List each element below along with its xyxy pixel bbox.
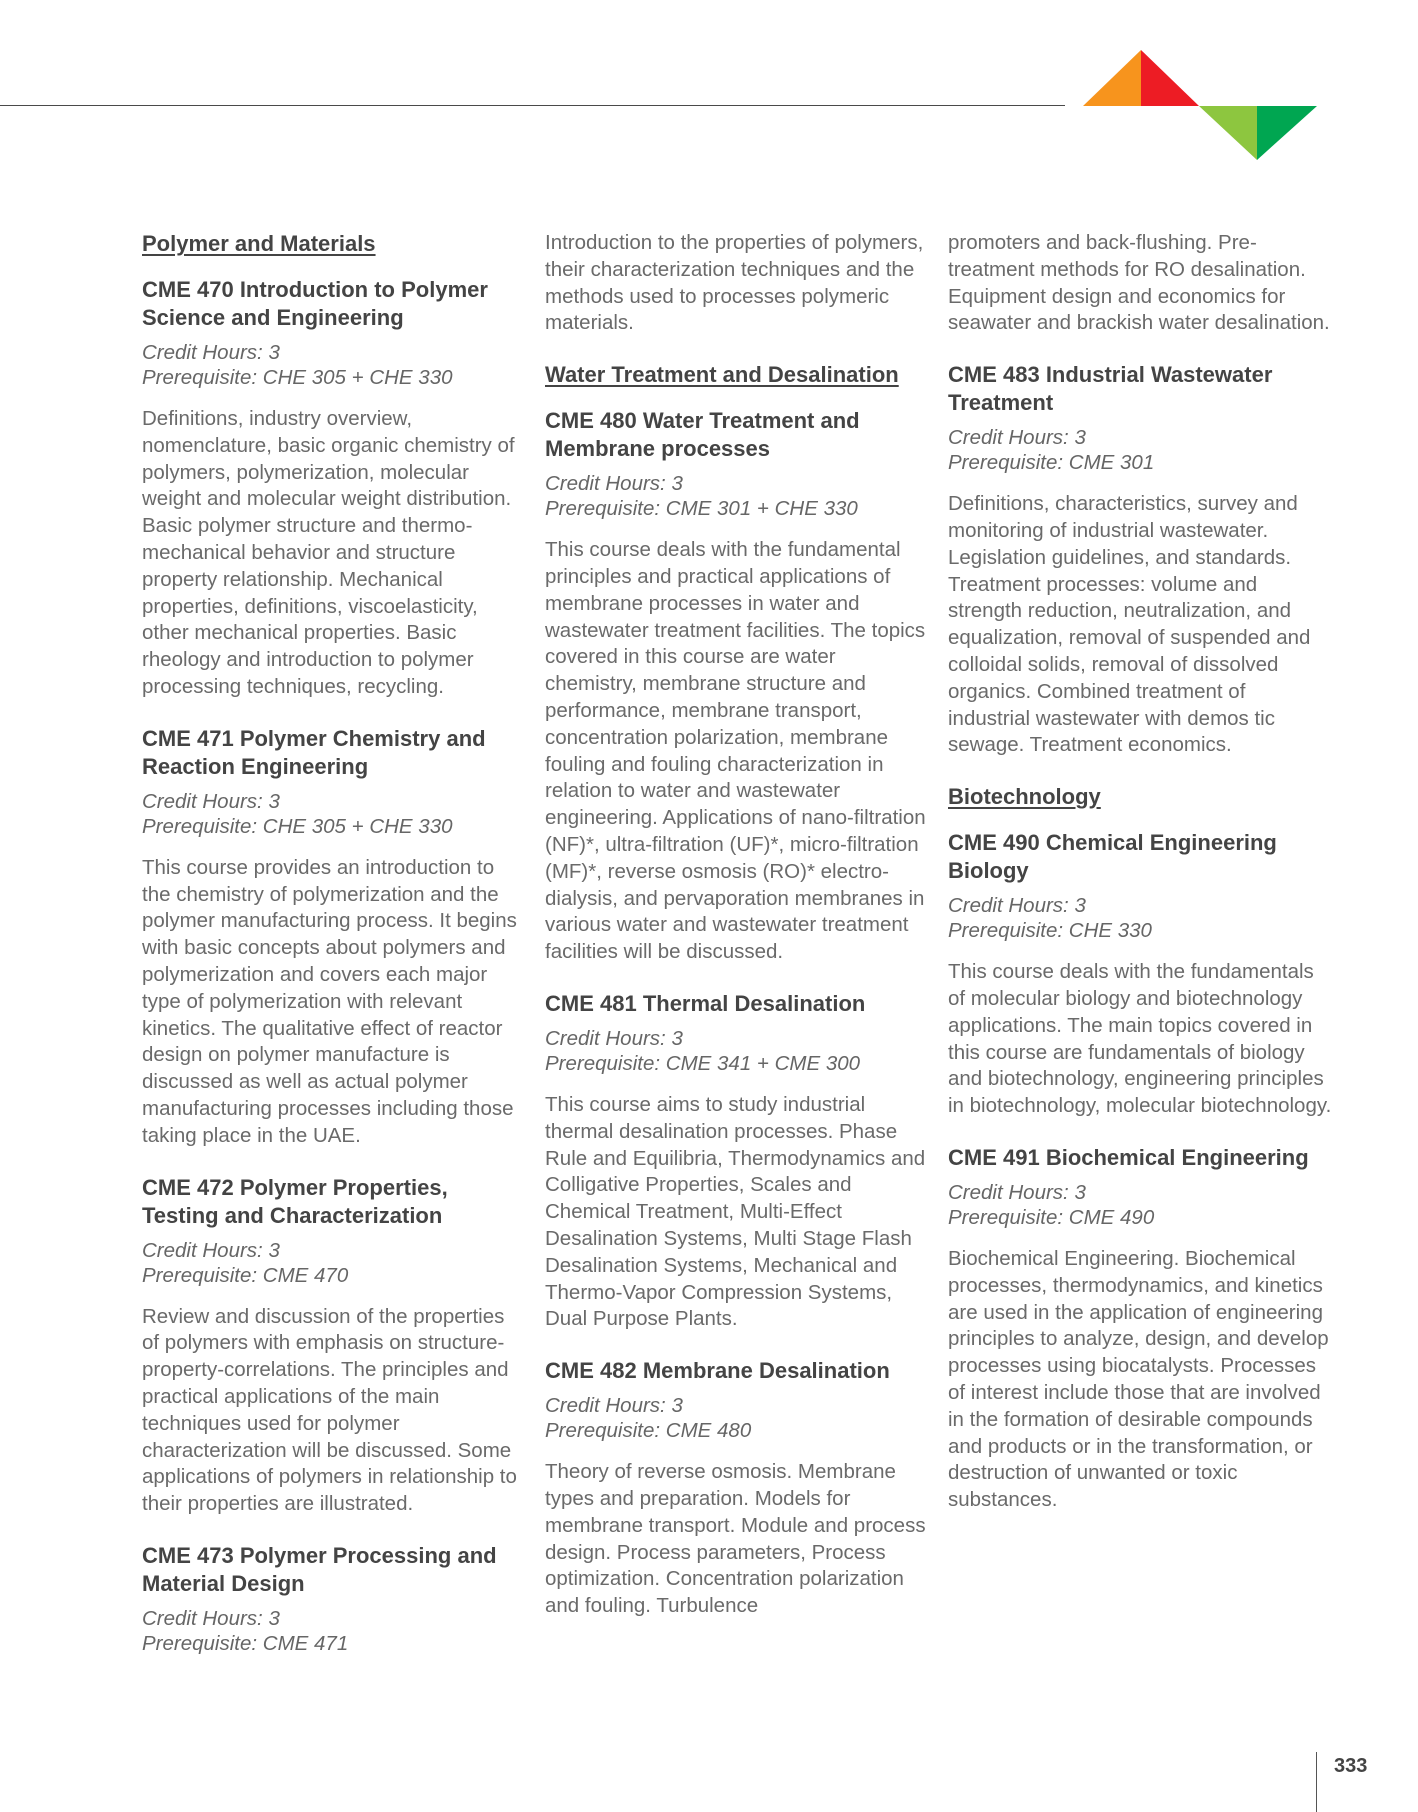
prerequisite: Prerequisite: CME 301 + CHE 330 bbox=[545, 497, 858, 521]
course-title-cme482: CME 482 Membrane Desalination bbox=[545, 1358, 890, 1384]
course-title-cme470: CME 470 Introduction to Polymer Science and Engineering bbox=[142, 277, 488, 330]
course-meta-cme491 bbox=[948, 1180, 1333, 1230]
course-desc-cme483: Definitions, characteristics, survey and monitoring of industrial wastewater. Legislation guidelines, and standards. Treatment processes: volume and strength reduction, neutralization, and equalization, removal of suspended and colloidal solids, removal of dissolved organics. Combined treatment of industrial wastewater with demos tic sewage. Treatment economics. bbox=[948, 492, 1311, 757]
course-desc-cme482-part2: promoters and back-flushing. Pre-treatment methods for RO desalination. Equipment design and economics for seawater and brackish water desalination. bbox=[948, 231, 1330, 335]
course-meta-cme483 bbox=[948, 425, 1333, 475]
credit-hours: Credit Hours: 3 bbox=[948, 426, 1086, 450]
credit-hours: Credit Hours: 3 bbox=[142, 1238, 280, 1262]
credit-hours: Credit Hours: 3 bbox=[142, 1606, 280, 1630]
course-meta-cme470 bbox=[142, 340, 527, 390]
header-rule bbox=[0, 105, 1065, 106]
credit-hours: Credit Hours: 3 bbox=[142, 341, 280, 364]
course-title-cme472: CME 472 Polymer Properties, Testing and Characterization bbox=[142, 1174, 448, 1228]
section-heading-polymer: Polymer and Materials bbox=[142, 231, 376, 256]
course-meta-cme473 bbox=[142, 1606, 527, 1656]
prerequisite: Prerequisite: CME 490 bbox=[948, 1205, 1155, 1229]
course-meta-cme490 bbox=[948, 893, 1333, 943]
column-left bbox=[142, 230, 527, 1672]
course-title-cme481: CME 481 Thermal Desalination bbox=[545, 990, 866, 1016]
course-meta-cme482 bbox=[545, 1393, 930, 1443]
course-desc-cme472: Review and discussion of the properties of polymers with emphasis on structure-property-correlations. The principles and practical applications of the main techniques used for polymer characterization will be discussed. Some applications of polymers in relationship to their properties are illustrated. bbox=[142, 1304, 517, 1516]
credit-hours: Credit Hours: 3 bbox=[545, 472, 683, 496]
prerequisite: Prerequisite: CME 471 bbox=[142, 1631, 349, 1655]
column-middle bbox=[545, 230, 930, 1644]
course-title-cme491: CME 491 Biochemical Engineering bbox=[948, 1144, 1309, 1170]
course-meta-cme472 bbox=[142, 1238, 527, 1288]
course-meta-cme480 bbox=[545, 471, 930, 521]
credit-hours: Credit Hours: 3 bbox=[142, 789, 280, 813]
course-title-cme473: CME 473 Polymer Processing and Material Design bbox=[142, 1542, 497, 1596]
column-right bbox=[948, 230, 1333, 1538]
prerequisite: Prerequisite: CHE 330 bbox=[948, 919, 1152, 943]
course-meta-cme481 bbox=[545, 1026, 930, 1076]
prerequisite: Prerequisite: CME 341 + CME 300 bbox=[545, 1051, 861, 1075]
course-desc-cme470: Definitions, industry overview, nomenclature, basic organic chemistry of polymers, polymerization, molecular weight and molecular weight distribution. Basic polymer structure and thermo-mechanical behavior and structure property relationship. Mechanical properties, definitions, viscoelasticity, other mechanical properties. Basic rheology and introduction to polymer processing techniques, recycling. bbox=[142, 407, 515, 698]
footer-divider bbox=[1316, 1752, 1317, 1812]
prerequisite: Prerequisite: CHE 305 + CHE 330 bbox=[142, 366, 453, 389]
course-title-cme490: CME 490 Chemical Engineering Biology bbox=[948, 830, 1277, 884]
course-title-cme480: CME 480 Water Treatment and Membrane processes bbox=[545, 408, 860, 462]
section-heading-water: Water Treatment and Desalination bbox=[545, 362, 899, 388]
triangle-logo-icon bbox=[1080, 50, 1320, 165]
prerequisite: Prerequisite: CME 301 bbox=[948, 451, 1155, 475]
credit-hours: Credit Hours: 3 bbox=[545, 1394, 683, 1418]
course-title-cme471: CME 471 Polymer Chemistry and Reaction Engineering bbox=[142, 725, 486, 779]
section-heading-biotech: Biotechnology bbox=[948, 784, 1101, 810]
course-meta-cme471 bbox=[142, 789, 527, 839]
course-title-cme483: CME 483 Industrial Wastewater Treatment bbox=[948, 362, 1273, 416]
course-desc-cme471: This course provides an introduction to the chemistry of polymerization and the polymer manufacturing process. It begins with basic concepts about polymers and polymerization and covers each major type of polymerization with relevant kinetics. The qualitative effect of reactor design on polymer manufacture is discussed as well as actual polymer manufacturing processes including those taking place in the UAE. bbox=[142, 855, 517, 1147]
course-desc-cme482-part1: Theory of reverse osmosis. Membrane types and preparation. Models for membrane transport. Module and process design. Process parameters, Process optimization. Concentration polarization and fouling. Turbulence bbox=[545, 1460, 926, 1618]
prerequisite: Prerequisite: CME 470 bbox=[142, 1263, 349, 1287]
course-desc-cme490: This course deals with the fundamentals of molecular biology and biotechnology applications. The main topics covered in this course are fundamentals of biology and biotechnology, engineering principles in biotechnology, molecular biotechnology. bbox=[948, 960, 1332, 1118]
course-desc-cme491: Biochemical Engineering. Biochemical processes, thermodynamics, and kinetics are used in the application of engineering principles to analyze, design, and develop processes using biocatalysts. Processes of interest include those that are involved in the formation of desirable compounds and products or in the transformation, or destruction of unwanted or toxic substances. bbox=[948, 1246, 1329, 1512]
prerequisite: Prerequisite: CME 480 bbox=[545, 1419, 752, 1443]
credit-hours: Credit Hours: 3 bbox=[948, 894, 1086, 918]
page-number: 333 bbox=[1334, 1755, 1368, 1777]
credit-hours: Credit Hours: 3 bbox=[545, 1026, 683, 1050]
prerequisite: Prerequisite: CHE 305 + CHE 330 bbox=[142, 814, 453, 838]
course-desc-cme480: This course deals with the fundamental principles and practical applications of membrane processes in water and wastewater treatment facilities. The topics covered in this course are water chemistry, membrane structure and performance, membrane transport, concentration polarization, membrane fouling and fouling characterization in relation to water and wastewater engineering. Applications of nano-filtration (NF)*, ultra-filtration (UF)*, micro-filtration (MF)*, reverse osmosis (RO)* electro- dialysis, and pervaporation membranes in various water and wastewater treatment facilities will be discussed. bbox=[545, 538, 926, 964]
course-desc-cme473: Introduction to the properties of polymers, their characterization techniques and the methods used to processes polymeric materials. bbox=[545, 231, 924, 335]
course-desc-cme481: This course aims to study industrial thermal desalination processes. Phase Rule and Equilibria, Thermodynamics and Colligative Properties, Scales and Chemical Treatment, Multi-Effect Desalination Systems, Multi Stage Flash Desalination Systems, Mechanical and Thermo-Vapor Compression Systems, Dual Purpose Plants. bbox=[545, 1092, 926, 1331]
credit-hours: Credit Hours: 3 bbox=[948, 1180, 1086, 1204]
